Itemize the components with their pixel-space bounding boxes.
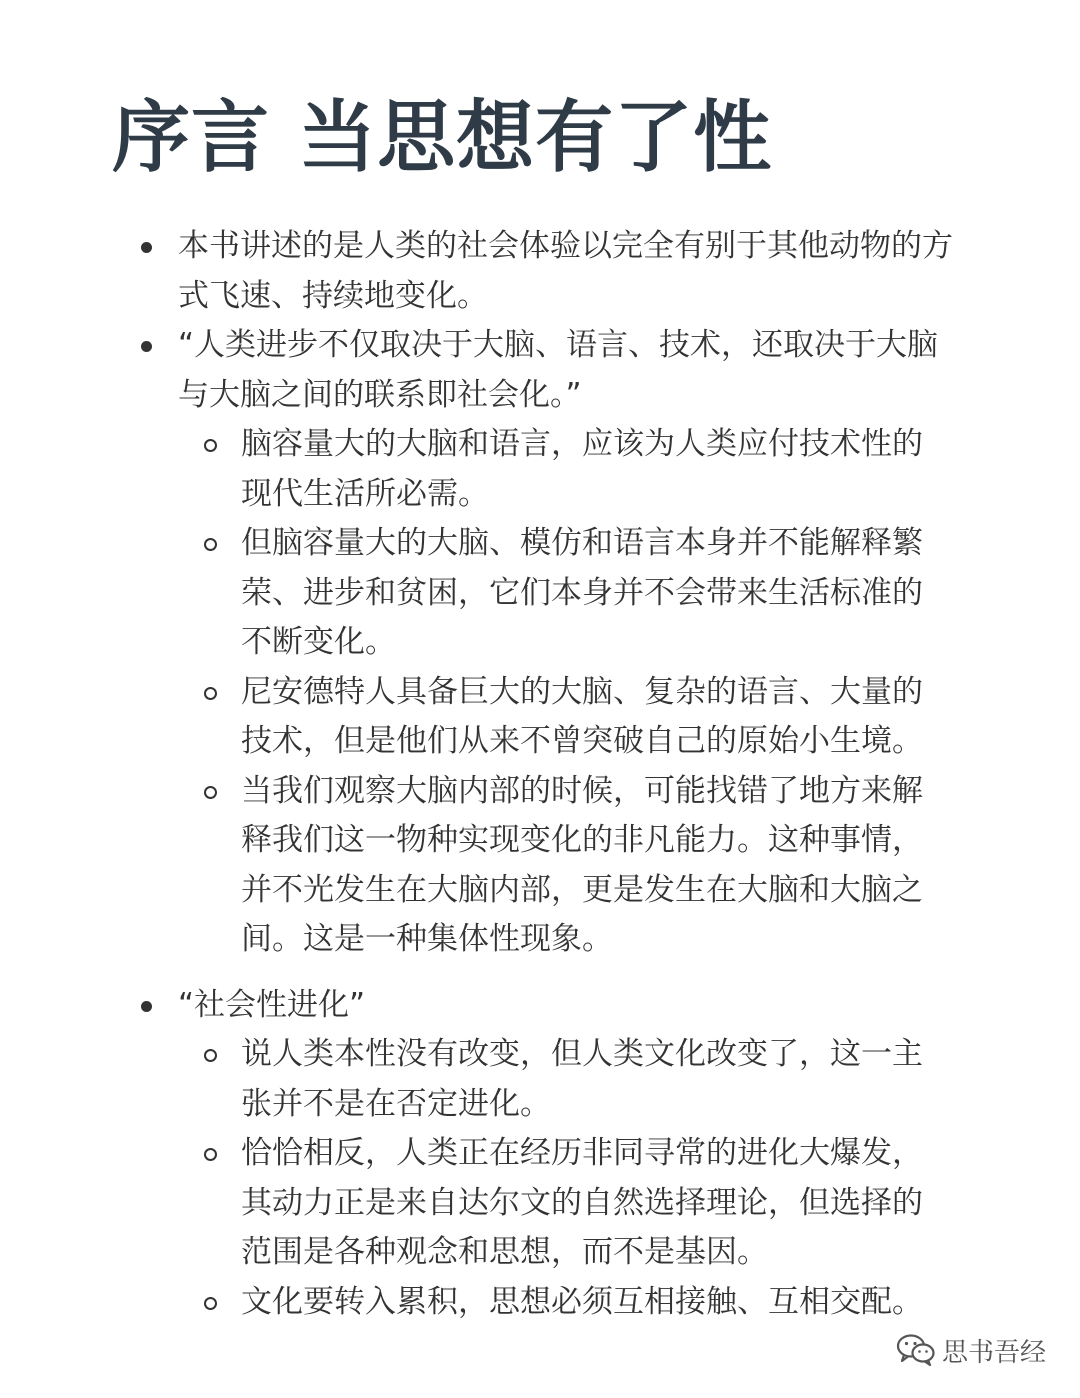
hollow-bullet-icon [204,538,217,551]
sub-list-item [0,1129,947,1278]
list-item [0,981,968,1328]
sub-list [0,420,968,965]
outline-list [0,222,1080,1327]
sub-list-item-text: 尼安德特人具备巨大的大脑、复杂的语言、大量的技术，但是他们从来不曾突破自己的原始小生境。 [241,673,923,759]
sub-list-item [0,767,947,965]
filled-bullet-icon [141,242,152,253]
wechat-icon [896,1333,936,1367]
watermark [896,1328,1046,1372]
hollow-bullet-icon [204,687,217,700]
list-item-text: “人类进步不仅取决于大脑、语言、技术，还取决于大脑与大脑之间的联系即社会化。” [178,327,939,413]
list-item [0,222,968,321]
sub-list-item [0,668,947,767]
hollow-bullet-icon [204,1049,217,1062]
sub-list-item-text: 脑容量大的大脑和语言，应该为人类应付技术性的现代生活所必需。 [241,426,923,512]
sub-list-item-text: 恰恰相反，人类正在经历非同寻常的进化大爆发，其动力正是来自达尔文的自然选择理论，但选择的范围是各种观念和思想，而不是基因。 [241,1135,923,1270]
hollow-bullet-icon [204,439,217,452]
list-item [0,321,968,965]
watermark-text: 思书吾经 [942,1337,1047,1368]
sub-list [0,1030,968,1327]
hollow-bullet-icon [204,1297,217,1310]
sub-list-item [0,1030,947,1129]
sub-list-item [0,420,947,519]
sub-list-item-text: 说人类本性没有改变，但人类文化改变了，这一主张并不是在否定进化。 [241,1036,923,1122]
sub-list-item [0,1278,947,1328]
list-item-text: “社会性进化” [178,986,366,1023]
sub-list-item-text: 但脑容量大的大脑、模仿和语言本身并不能解释繁荣、进步和贫困，它们本身并不会带来生活标准的不断变化。 [241,525,923,660]
sub-list-item-text: 当我们观察大脑内部的时候，可能找错了地方来解释我们这一物种实现变化的非凡能力。这种事情，并不光发生在大脑内部，更是发生在大脑和大脑之间。这是一种集体性现象。 [241,772,923,957]
sub-list-item-text: 文化要转入累积，思想必须互相接触、互相交配。 [241,1283,923,1320]
hollow-bullet-icon [204,1148,217,1161]
list-item-text: 本书讲述的是人类的社会体验以完全有别于其他动物的方式飞速、持续地变化。 [178,228,953,314]
hollow-bullet-icon [204,786,217,799]
filled-bullet-icon [141,1001,152,1012]
sub-list-item [0,519,947,668]
page-title: 序言 当思想有了性 [112,93,773,183]
filled-bullet-icon [141,341,152,352]
